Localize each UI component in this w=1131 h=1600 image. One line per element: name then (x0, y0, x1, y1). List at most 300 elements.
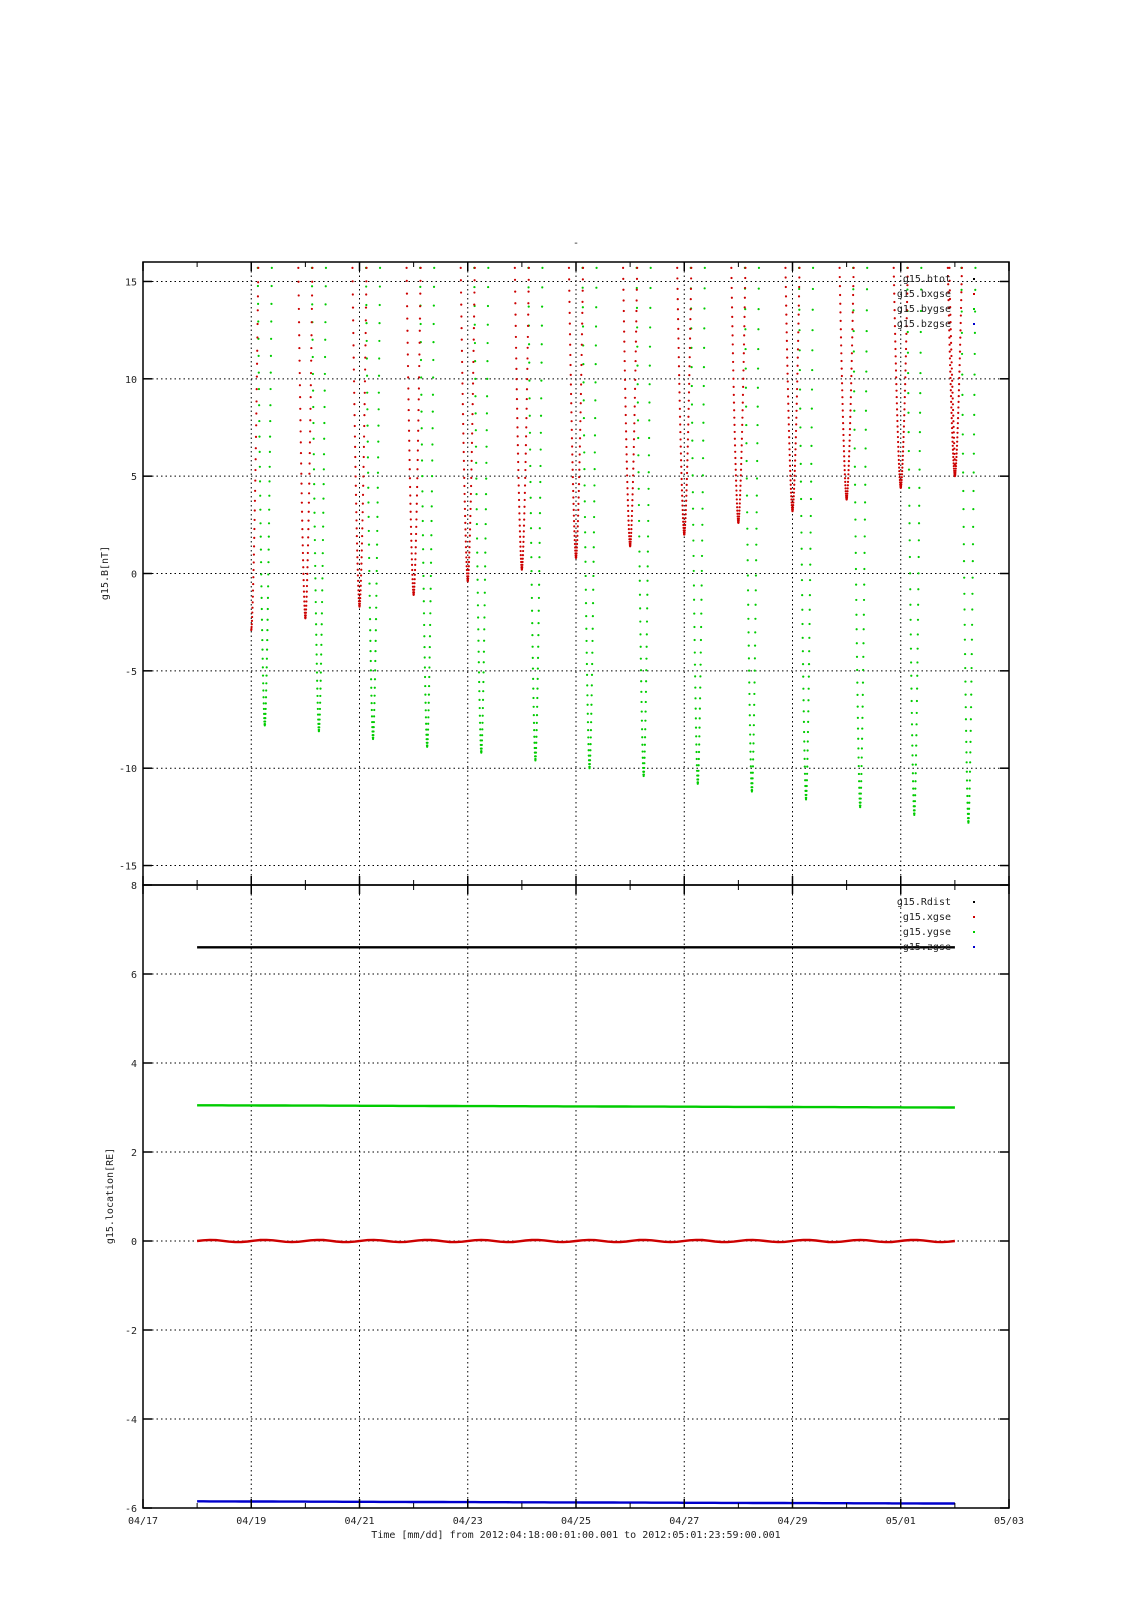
bxgse-point (905, 355, 907, 357)
bxgse-point (850, 375, 852, 377)
bxgse-point (518, 484, 520, 486)
bxgse-point (788, 423, 790, 425)
bxgse-point (361, 549, 363, 551)
bxgse-point (687, 423, 689, 425)
bygse-point (428, 676, 430, 678)
bygse-point (908, 469, 910, 471)
bygse-point (595, 287, 597, 289)
bygse-point (701, 508, 703, 510)
bygse-point (698, 764, 700, 766)
bygse-point (808, 676, 810, 678)
bxgse-point (634, 405, 636, 407)
bxgse-point (734, 444, 736, 446)
bygse-point (538, 610, 540, 612)
bygse-point (477, 640, 479, 642)
bxgse-point (681, 504, 683, 506)
bxgse-point (688, 400, 690, 402)
bygse-point (478, 651, 480, 653)
bygse-point (645, 669, 647, 671)
bygse-point (530, 556, 532, 558)
bxgse-point (309, 430, 311, 432)
bygse-point (811, 388, 813, 390)
bxgse-point (303, 590, 305, 592)
bygse-point (539, 465, 541, 467)
x-tick-label: 04/19 (236, 1516, 267, 1527)
bxgse-point (474, 279, 476, 281)
bygse-point (267, 585, 269, 587)
bygse-point (486, 378, 488, 380)
bxgse-point (955, 468, 957, 470)
bxgse-point (843, 445, 845, 447)
bxgse-point (952, 420, 954, 422)
bygse-point (321, 577, 323, 579)
bxgse-point (852, 311, 854, 313)
bxgse-point (953, 437, 955, 439)
bygse-point (970, 718, 972, 720)
bygse-point (969, 779, 971, 781)
bygse-point (375, 595, 377, 597)
bygse-point (528, 306, 530, 308)
bygse-point (376, 530, 378, 532)
bygse-point (636, 364, 638, 366)
bxgse-point (679, 431, 681, 433)
bxgse-point (579, 445, 581, 447)
bygse-point (918, 487, 920, 489)
bxgse-point (958, 395, 960, 397)
bygse-point (539, 497, 541, 499)
bxgse-point (255, 458, 257, 460)
bygse-point (698, 727, 700, 729)
bxgse-point (843, 465, 845, 467)
bxgse-point (523, 506, 525, 508)
bygse-point (591, 674, 593, 676)
bxgse-point (740, 469, 742, 471)
bxgse-point (472, 350, 474, 352)
bxgse-point (573, 520, 575, 522)
bygse-point (754, 631, 756, 633)
bxgse-point (576, 550, 578, 552)
bxgse-point (788, 442, 790, 444)
bygse-point (378, 322, 380, 324)
bygse-point (420, 323, 422, 325)
y-tick-label: 0 (130, 1237, 137, 1248)
bygse-point (866, 330, 868, 332)
bxgse-point (297, 281, 299, 283)
bxgse-point (352, 344, 354, 346)
bygse-point (969, 751, 971, 753)
bygse-point (594, 417, 596, 419)
x-tick-labels (128, 1516, 1024, 1527)
bxgse-point (736, 510, 738, 512)
bxgse-point (631, 510, 633, 512)
bygse-point (587, 743, 589, 745)
bygse-point (591, 684, 593, 686)
bxgse-point (302, 566, 304, 568)
bxgse-point (959, 364, 961, 366)
legend-marker (973, 901, 975, 903)
bygse-point (586, 674, 588, 676)
bxgse-point (633, 446, 635, 448)
bxgse-point (787, 403, 789, 405)
bygse-point (265, 708, 267, 710)
y-tick-label: 6 (130, 970, 137, 981)
bygse-point (477, 604, 479, 606)
bxgse-point (298, 308, 300, 310)
bygse-point (911, 744, 913, 746)
bygse-point (270, 338, 272, 340)
bxgse-point (681, 489, 683, 491)
bxgse-point (896, 408, 898, 410)
bygse-point (974, 332, 976, 334)
bygse-point (914, 800, 916, 802)
bxgse-point (953, 442, 955, 444)
bxgse-point (518, 519, 520, 521)
bygse-point (323, 438, 325, 440)
bygse-point (962, 471, 964, 473)
bygse-point (260, 573, 262, 575)
bygse-point (432, 359, 434, 361)
bxgse-point (571, 445, 573, 447)
bxgse-point (253, 553, 255, 555)
bygse-point (752, 772, 754, 774)
bygse-point (481, 728, 483, 730)
bygse-point (918, 539, 920, 541)
bxgse-point (839, 311, 841, 313)
x-tick-label: 04/17 (127, 1516, 159, 1527)
bxgse-point (795, 436, 797, 438)
bygse-point (695, 717, 697, 719)
bygse-point (753, 733, 755, 735)
bxgse-point (682, 509, 684, 511)
bxgse-point (904, 396, 906, 398)
bygse-point (647, 535, 649, 537)
bygse-point (421, 505, 423, 507)
bxgse-point (526, 368, 528, 370)
bxgse-point (469, 508, 471, 510)
bygse-point (370, 669, 372, 671)
bxgse-point (570, 374, 572, 376)
bygse-point (537, 667, 539, 669)
bygse-point (477, 592, 479, 594)
bxgse-point (517, 461, 519, 463)
bygse-point (584, 516, 586, 518)
bygse-point (699, 708, 701, 710)
bxgse-point (305, 614, 307, 616)
bxgse-point (850, 403, 852, 405)
bxgse-point (689, 347, 691, 349)
bxgse-point (470, 493, 472, 495)
bygse-point (916, 675, 918, 677)
bxgse-point (850, 367, 852, 369)
bxgse-point (575, 554, 577, 556)
bxgse-point (797, 357, 799, 359)
bxgse-point (519, 541, 521, 543)
bxgse-point (956, 441, 958, 443)
bygse-point (692, 539, 694, 541)
bxgse-point (579, 420, 581, 422)
bygse-point (865, 410, 867, 412)
bygse-point (372, 730, 374, 732)
bygse-point (585, 615, 587, 617)
bxgse-point (252, 583, 254, 585)
bygse-point (531, 610, 533, 612)
y-tick-label: -4 (124, 1415, 137, 1426)
bxgse-point (798, 286, 800, 288)
bygse-point (699, 675, 701, 677)
bxgse-point (409, 503, 411, 505)
bygse-point (746, 544, 748, 546)
bygse-point (800, 481, 802, 483)
bygse-point (638, 520, 640, 522)
legend-label: g15.bzgse (896, 319, 951, 330)
bxgse-point (736, 494, 738, 496)
bygse-point (855, 614, 857, 616)
bygse-point (476, 523, 478, 525)
bxgse-point (355, 485, 357, 487)
bxgse-point (410, 546, 412, 548)
bxgse-point (414, 552, 416, 554)
bygse-point (480, 750, 482, 752)
bygse-point (752, 758, 754, 760)
bxgse-point (465, 535, 467, 537)
bygse-point (916, 661, 918, 663)
bygse-point (589, 759, 591, 761)
bxgse-point (678, 365, 680, 367)
bxgse-point (685, 509, 687, 511)
bygse-point (752, 751, 754, 753)
bygse-point (422, 548, 424, 550)
bxgse-point (794, 459, 796, 461)
bygse-point (909, 619, 911, 621)
bygse-point (810, 463, 812, 465)
bygse-point (692, 474, 694, 476)
bxgse-point (633, 438, 635, 440)
bxgse-point (571, 429, 573, 431)
bygse-point (323, 468, 325, 470)
bxgse-point (735, 474, 737, 476)
bygse-point (641, 736, 643, 738)
bygse-point (583, 399, 585, 401)
bxgse-point (838, 267, 840, 269)
bxgse-point (416, 503, 418, 505)
bygse-point (693, 612, 695, 614)
bygse-point (538, 570, 540, 572)
bygse-point (529, 432, 531, 434)
bygse-point (426, 744, 428, 746)
bxgse-point (460, 303, 462, 305)
bygse-point (367, 456, 369, 458)
bygse-point (589, 766, 591, 768)
bygse-point (745, 424, 747, 426)
bxgse-point (414, 569, 416, 571)
bygse-point (639, 620, 641, 622)
bxgse-point (364, 392, 366, 394)
bxgse-point (465, 546, 467, 548)
bxgse-point (577, 515, 579, 517)
bxgse-point (631, 505, 633, 507)
bxgse-point (469, 540, 471, 542)
bygse-point (745, 405, 747, 407)
bxgse-point (792, 501, 794, 503)
bxgse-point (679, 416, 681, 418)
bygse-point (324, 356, 326, 358)
bygse-point (962, 508, 964, 510)
bxgse-point (844, 487, 846, 489)
bxgse-point (795, 410, 797, 412)
bygse-point (803, 721, 805, 723)
bxgse-point (843, 450, 845, 452)
bygse-point (532, 657, 534, 659)
bxgse-point (577, 509, 579, 511)
bxgse-point (630, 535, 632, 537)
bygse-point (314, 565, 316, 567)
bygse-point (260, 561, 262, 563)
bxgse-point (578, 496, 580, 498)
bygse-point (535, 736, 537, 738)
bxgse-point (405, 267, 407, 269)
bygse-point (964, 694, 966, 696)
bxgse-point (353, 403, 355, 405)
bygse-point (370, 695, 372, 697)
bxgse-point (627, 515, 629, 517)
bygse-point (536, 706, 538, 708)
bxgse-point (356, 556, 358, 558)
bxgse-point (840, 352, 842, 354)
bygse-point (637, 383, 639, 385)
bxgse-point (468, 569, 470, 571)
bygse-point (641, 720, 643, 722)
bxgse-point (687, 445, 689, 447)
bxgse-point (519, 546, 521, 548)
bxgse-point (840, 320, 842, 322)
bxgse-point (896, 420, 898, 422)
bxgse-point (848, 455, 850, 457)
bxgse-point (252, 576, 254, 578)
bygse-point (698, 743, 700, 745)
bxgse-point (574, 543, 576, 545)
bxgse-point (580, 402, 582, 404)
bxgse-point (520, 554, 522, 556)
bygse-point (539, 542, 541, 544)
y-tick-label: -5 (124, 666, 137, 678)
bygse-point (860, 797, 862, 799)
bxgse-point (256, 363, 258, 365)
bxgse-point (949, 351, 951, 353)
bygse-point (703, 307, 705, 309)
bygse-point (644, 744, 646, 746)
bygse-point (592, 628, 594, 630)
bxgse-point (634, 369, 636, 371)
bxgse-point (685, 500, 687, 502)
bxgse-point (636, 278, 638, 280)
bxgse-point (789, 459, 791, 461)
bygse-point (595, 267, 597, 269)
bygse-point (476, 537, 478, 539)
bygse-point (858, 773, 860, 775)
bxgse-point (678, 356, 680, 358)
bygse-point (908, 487, 910, 489)
bxgse-point (684, 531, 686, 533)
bygse-point (693, 584, 695, 586)
bxgse-point (689, 318, 691, 320)
bxgse-point (735, 480, 737, 482)
bygse-point (316, 687, 318, 689)
bxgse-point (896, 414, 898, 416)
bygse-point (477, 628, 479, 630)
bxgse-point (297, 267, 299, 269)
bxgse-point (527, 325, 529, 327)
bygse-point (639, 594, 641, 596)
bygse-point (311, 339, 313, 341)
bygse-point (322, 539, 324, 541)
bygse-point (752, 765, 754, 767)
bxgse-point (472, 361, 474, 363)
bygse-point (316, 653, 318, 655)
bxgse-point (471, 423, 473, 425)
bygse-point (536, 722, 538, 724)
bxgse-point (581, 312, 583, 314)
bygse-point (755, 528, 757, 530)
bygse-point (802, 663, 804, 665)
bxgse-point (524, 469, 526, 471)
bygse-point (695, 743, 697, 745)
bxgse-point (786, 348, 788, 350)
bxgse-point (959, 351, 961, 353)
bxgse-point (407, 387, 409, 389)
bxgse-point (948, 267, 950, 269)
bygse-point (645, 658, 647, 660)
bxgse-point (524, 492, 526, 494)
bygse-point (595, 306, 597, 308)
bxgse-point (462, 432, 464, 434)
bygse-point (257, 320, 259, 322)
bygse-point (378, 408, 380, 410)
bxgse-point (851, 352, 853, 354)
bxgse-point (254, 490, 256, 492)
bygse-point (319, 718, 321, 720)
bygse-point (421, 443, 423, 445)
bygse-point (962, 414, 964, 416)
bygse-point (594, 434, 596, 436)
bxgse-point (897, 450, 899, 452)
bygse-point (369, 618, 371, 620)
bxgse-point (797, 322, 799, 324)
bygse-point (973, 373, 975, 375)
bxgse-point (523, 512, 525, 514)
bygse-point (260, 536, 262, 538)
bxgse-point (893, 275, 895, 277)
bxgse-point (580, 383, 582, 385)
bxgse-point (895, 362, 897, 364)
bxgse-point (741, 444, 743, 446)
bygse-point (371, 709, 373, 711)
bygse-point (483, 616, 485, 618)
bxgse-point (624, 360, 626, 362)
bxgse-point (515, 336, 517, 338)
bxgse-point (634, 397, 636, 399)
bygse-point (258, 371, 260, 373)
bygse-point (747, 559, 749, 561)
bygse-point (590, 713, 592, 715)
bygse-point (694, 639, 696, 641)
bygse-point (852, 309, 854, 311)
bxgse-point (470, 500, 472, 502)
bxgse-point (300, 452, 302, 454)
bygse-point (595, 344, 597, 346)
bygse-point (366, 425, 368, 427)
bygse-point (909, 572, 911, 574)
bxgse-point (355, 519, 357, 521)
